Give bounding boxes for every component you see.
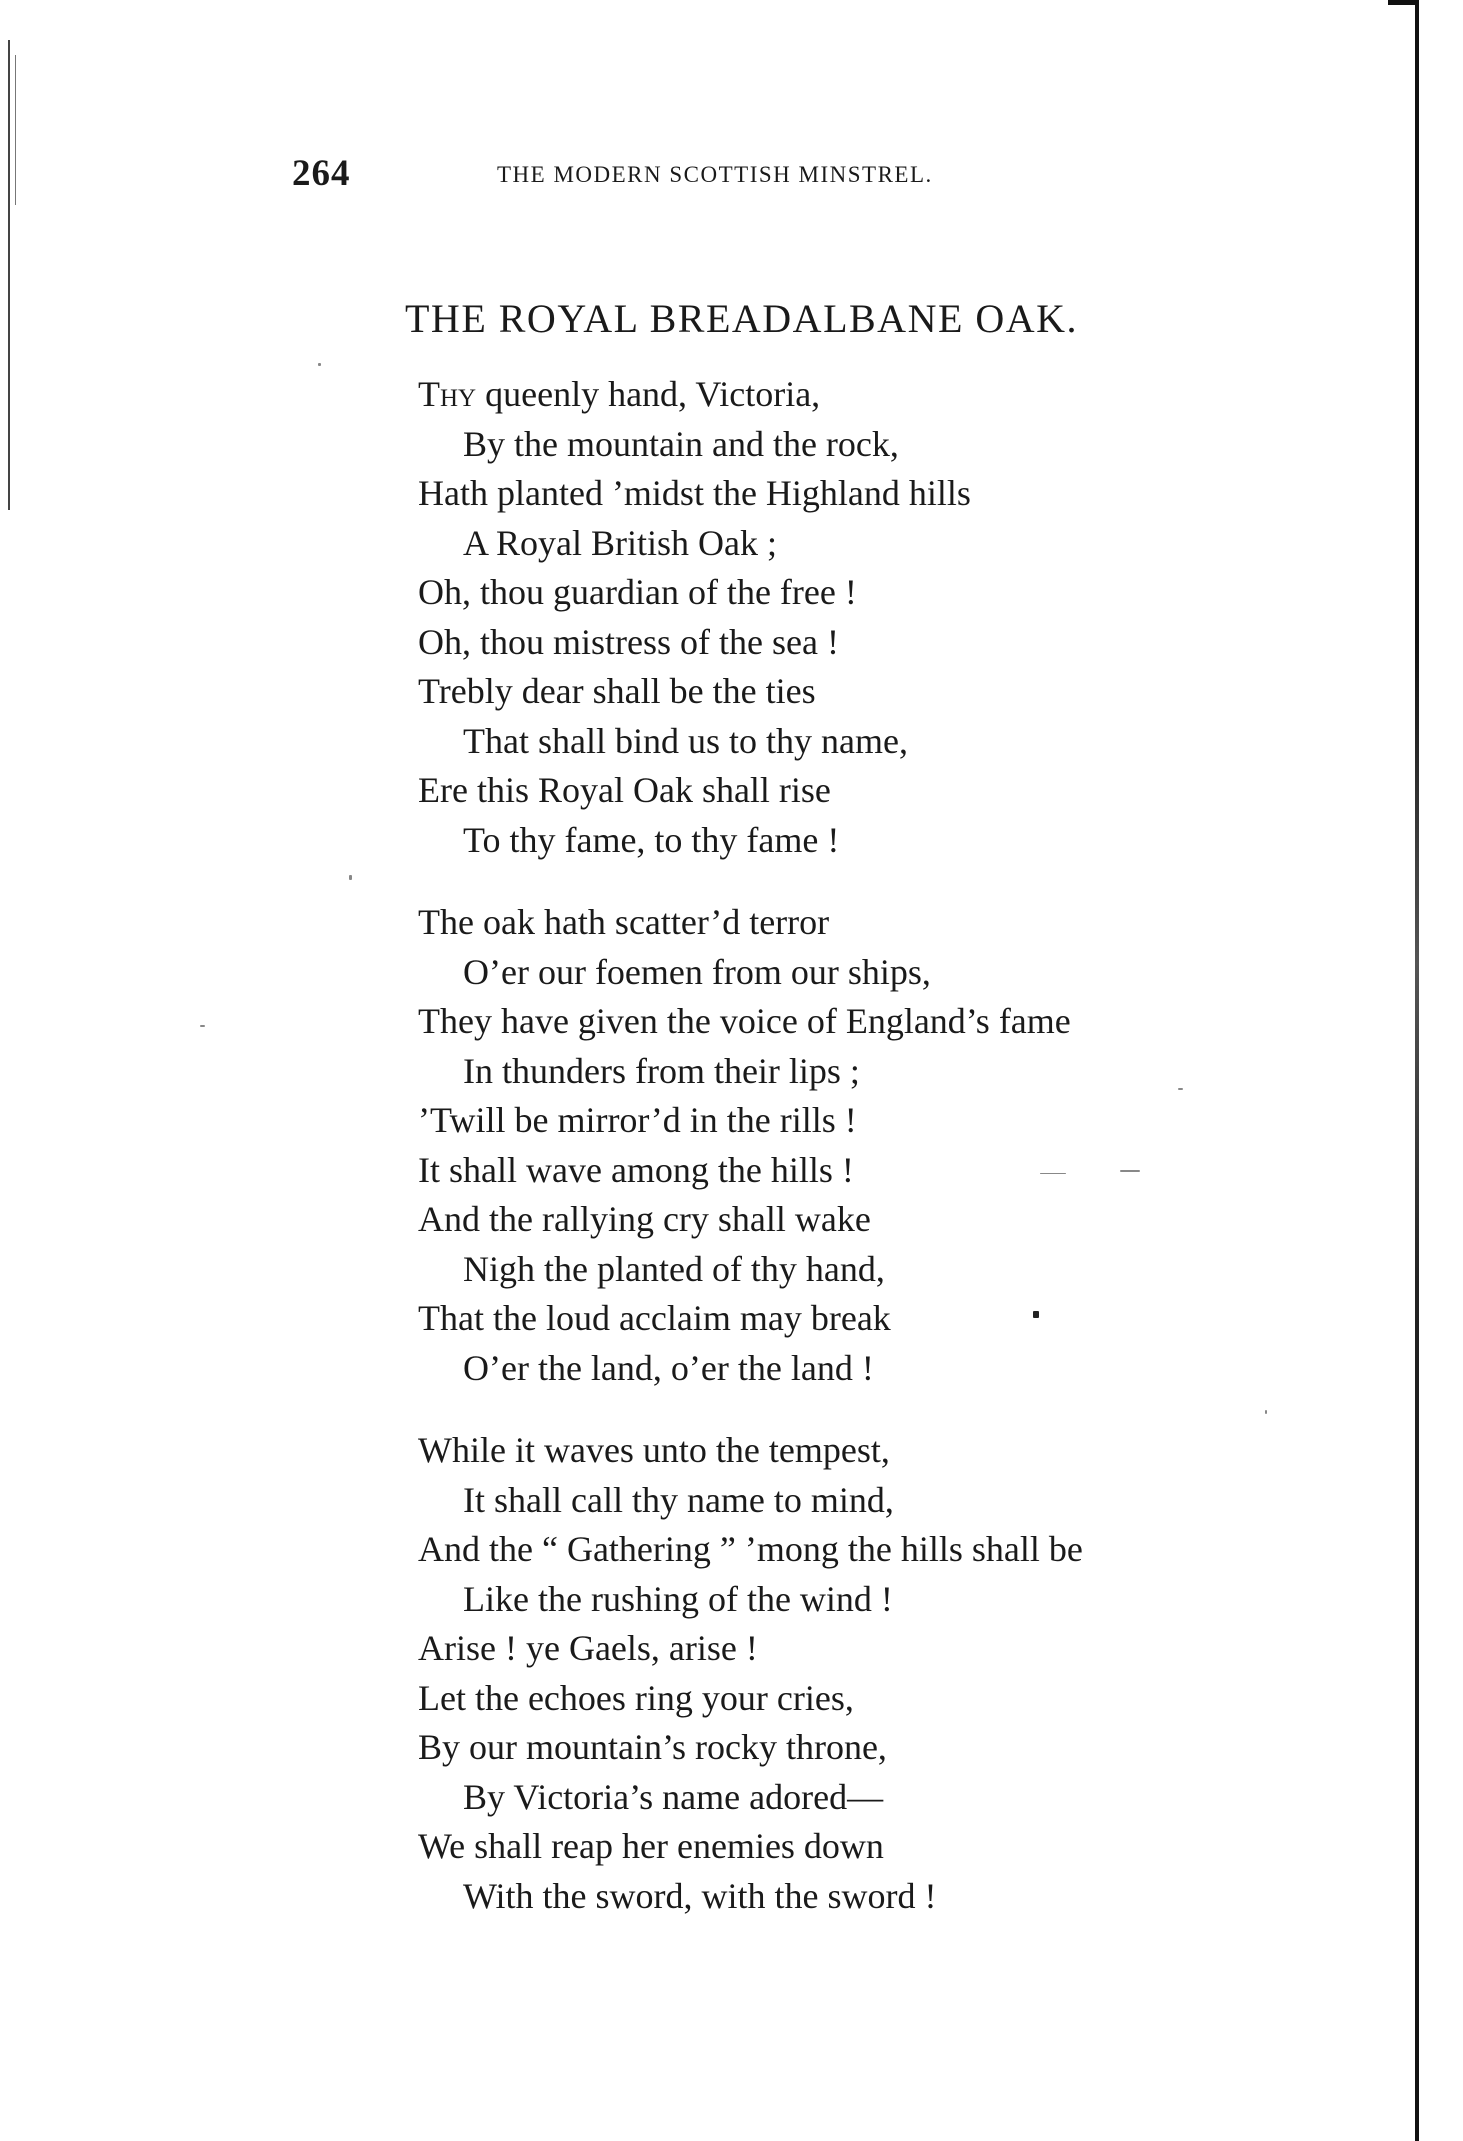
running-title: THE MODERN SCOTTISH MINSTREL. [497,162,933,187]
poem-body [418,370,1083,1921]
poem-line: Let the echoes ring your cries, [418,1677,854,1718]
poem-line: O’er our foemen from our ships, [463,951,931,992]
poem-line: To thy fame, to thy fame ! [463,819,840,860]
page-number: 264 [292,153,351,194]
scan-edge-left-inner [15,55,16,205]
poem-line: And the “ Gathering ” ’mong the hills shall be [418,1529,1083,1569]
running-head [292,152,1292,200]
scan-corner-mark [1388,0,1418,25]
scan-speck [1178,1088,1183,1090]
poem-line: Oh, thou guardian of the free ! [418,572,857,612]
poem-line: By the mountain and the rock, [463,423,899,464]
stanza-3 [418,1426,1083,1921]
scan-speck [349,875,352,880]
poem-line: And the rallying cry shall wake [418,1199,871,1239]
poem-line: Trebly dear shall be the ties [418,671,816,711]
poem-line: Nigh the planted of thy hand, [463,1248,885,1289]
poem-line: Like the rushing of the wind ! [463,1578,893,1619]
poem-line: Oh, thou mistress of the sea ! [418,621,839,662]
poem-line: With the sword, with the sword ! [463,1875,937,1916]
poem-line: A Royal British Oak ; [463,522,777,563]
poem-line: The oak hath scatter’d terror [418,902,830,942]
poem-line: O’er the land, o’er the land ! [463,1347,874,1388]
poem-line: While it waves unto the tempest, [418,1430,890,1470]
poem-line: That the loud acclaim may break [418,1298,891,1338]
scan-edge-left [8,40,10,510]
scan-speck [1265,1410,1267,1414]
poem-line: Hath planted ’midst the Highland hills [418,473,971,513]
poem-line: Ere this Royal Oak shall rise [418,770,831,810]
poem-line: In thunders from their lips ; [463,1050,860,1091]
poem-line: We shall reap her enemies down [418,1826,884,1866]
scan-speck [200,1025,205,1027]
stanza-1 [418,370,1083,865]
poem-line: ’Twill be mirror’d in the rills ! [418,1100,857,1140]
scan-edge-right [1415,0,1419,2141]
poem-line: That shall bind us to thy name, [463,720,908,761]
poem-line: By Victoria’s name adored— [463,1776,884,1817]
poem-line: They have given the voice of England’s fame [418,1001,1071,1041]
first-word-smallcaps: Thy [418,374,477,414]
poem-line-text: queenly hand, Victoria, [476,374,821,414]
stanza-2 [418,898,1083,1393]
poem-line: It shall wave among the hills ! [418,1149,854,1190]
poem-line: By our mountain’s rocky throne, [418,1727,887,1767]
scan-speck [318,363,321,366]
poem-line [418,370,1083,420]
poem-line: Arise ! ye Gaels, arise ! [418,1628,758,1668]
scan-speck [1120,1170,1140,1172]
poem-line: It shall call thy name to mind, [463,1479,894,1520]
poem-title: THE ROYAL BREADALBANE OAK. [405,296,1079,341]
